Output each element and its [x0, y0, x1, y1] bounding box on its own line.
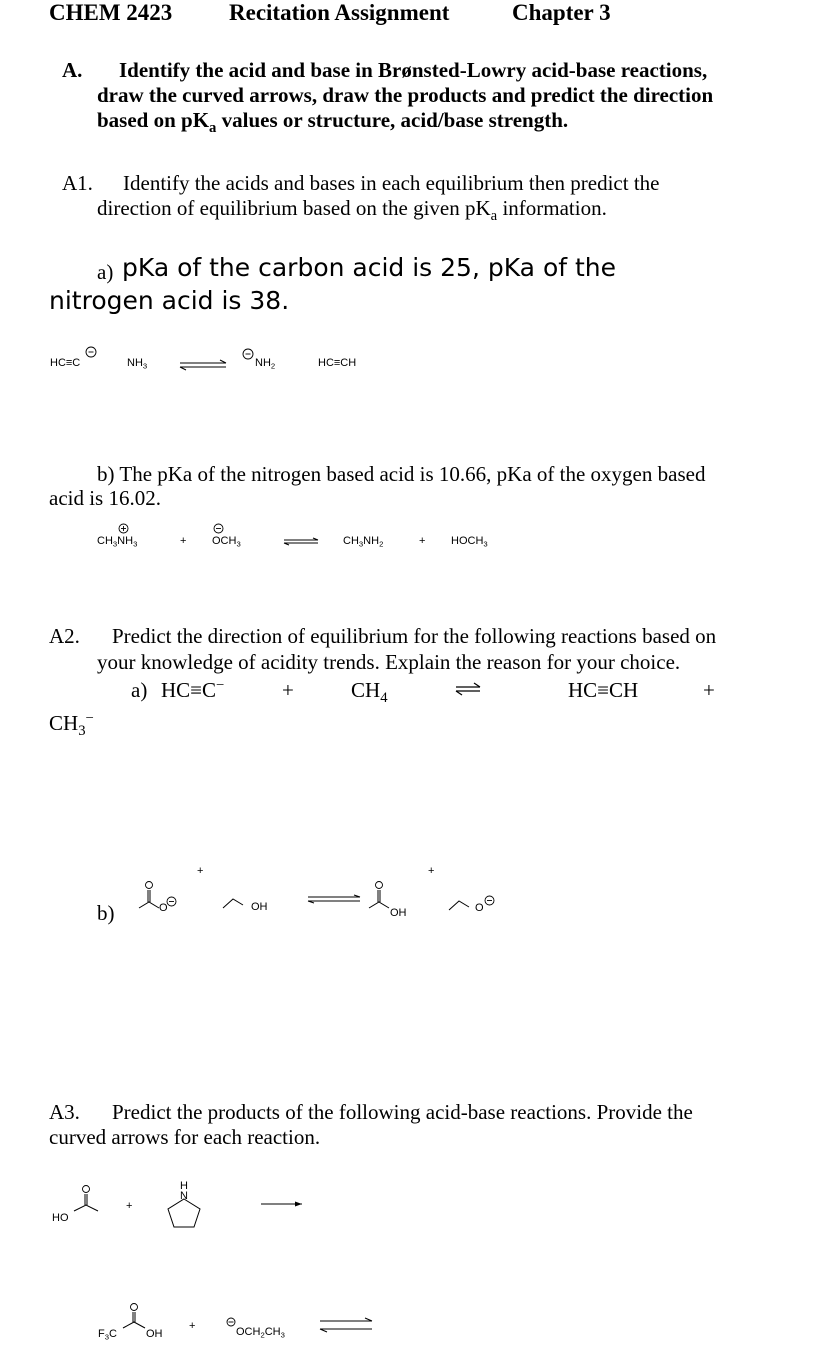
- amide-label: $NH_2$: [255, 357, 276, 371]
- plus-sign: +: [126, 1200, 133, 1212]
- hydroxyl-label: OH: [251, 901, 268, 913]
- plus-sign: +: [428, 865, 435, 877]
- plus-sign: +: [282, 678, 294, 702]
- a2-line2: your knowledge of acidity trends. Explain the reason for your choice.: [97, 650, 681, 674]
- equilibrium-arrow-icon: [307, 895, 361, 904]
- a1-a-line1: pKa of the carbon acid is 25, pKa of the: [122, 253, 617, 282]
- equilibrium-arrow-icon: [178, 360, 228, 370]
- negative-charge-icon: [242, 348, 254, 360]
- section-a-line3: based on $pK_a$ values or structure, acid/base strength.: [97, 108, 569, 137]
- hydroxyl-label: OH: [146, 1328, 163, 1340]
- a1-line2: direction of equilibrium based on the given $pK_a$ information.: [97, 196, 607, 225]
- equilibrium-arrow-icon: [319, 1318, 373, 1332]
- reaction-arrow-icon: [260, 1200, 304, 1208]
- ethoxide-structure: [448, 898, 478, 912]
- methane-text: $CH_4$: [351, 678, 388, 707]
- equilibrium-arrow-icon: [455, 683, 481, 695]
- a1-a-line2: nitrogen acid is 38.: [49, 286, 290, 315]
- a2-a-label: a): [131, 678, 148, 702]
- methoxide-label: $OCH_3$: [212, 535, 241, 549]
- a2-line1: Predict the direction of equilibrium for the following reactions based on: [112, 624, 717, 648]
- hydroxyl-label: HO: [52, 1212, 69, 1224]
- negative-charge-icon: [226, 1317, 236, 1327]
- ethanol-structure: [222, 896, 252, 910]
- nitrogen-label: N: [180, 1190, 188, 1202]
- section-a-line2: draw the curved arrows, draw the products and predict the direction: [97, 83, 714, 107]
- document-title: Recitation Assignment: [229, 0, 450, 25]
- methylammonium-label: $CH_3NH_3$: [97, 535, 138, 549]
- plus-sign: +: [703, 678, 715, 702]
- a2-label: A2.: [49, 624, 80, 648]
- a3-line2: curved arrows for each reaction.: [49, 1125, 321, 1149]
- a1-label: A1.: [62, 171, 93, 195]
- ammonia-label: $NH_3$: [127, 357, 148, 371]
- plus-sign: +: [189, 1320, 196, 1332]
- negative-charge-icon: [166, 896, 177, 907]
- a1-line1: Identify the acids and bases in each equilibrium then predict the: [123, 171, 660, 195]
- acetylide-text: HC≡C−: [161, 677, 225, 702]
- course-code: CHEM 2423: [49, 0, 173, 25]
- methyl-anion-text: $CH_3^-$: [49, 710, 94, 740]
- a1-a-label: a): [97, 260, 114, 284]
- a1-b-line1: b) The pKa of the nitrogen based acid is 10.66, pKa of the oxygen based: [97, 462, 706, 486]
- a3-label: A3.: [49, 1100, 80, 1124]
- oxygen-label: O: [475, 902, 484, 914]
- negative-charge-icon: [213, 523, 224, 534]
- plus-sign: +: [419, 535, 426, 547]
- acetylene-text: HC≡CH: [568, 678, 639, 702]
- methylamine-label: $CH_3NH_2$: [343, 535, 384, 549]
- positive-charge-icon: [118, 523, 129, 534]
- oxygen-label: O: [159, 902, 168, 914]
- equilibrium-arrow-icon: [283, 538, 319, 546]
- nitrogen-h-label: H: [180, 1180, 188, 1192]
- plus-sign: +: [180, 535, 187, 547]
- chapter-label: Chapter 3: [512, 0, 611, 25]
- trifluoromethyl-label: $F_3C$: [98, 1328, 117, 1342]
- methanol-label: $HOCH_3$: [451, 535, 488, 549]
- a2-b-label: b): [97, 901, 115, 925]
- section-a-line1: Identify the acid and base in Brønsted-Lowry acid-base reactions,: [119, 58, 708, 82]
- a1-b-line2: acid is 16.02.: [49, 486, 161, 510]
- a3-line1: Predict the products of the following acid-base reactions. Provide the: [112, 1100, 693, 1124]
- section-a-label: A.: [62, 58, 83, 82]
- plus-sign: +: [197, 865, 204, 877]
- hydroxyl-label: OH: [390, 907, 407, 919]
- acetylene-label: HC≡CH: [318, 357, 357, 369]
- ethoxide-label: $OCH_2CH_3$: [236, 1326, 285, 1340]
- negative-charge-icon: [85, 346, 97, 358]
- pyrrolidine-ring-structure: [160, 1197, 210, 1232]
- negative-charge-icon: [484, 895, 495, 906]
- acetylide-label: HC≡C: [50, 357, 81, 369]
